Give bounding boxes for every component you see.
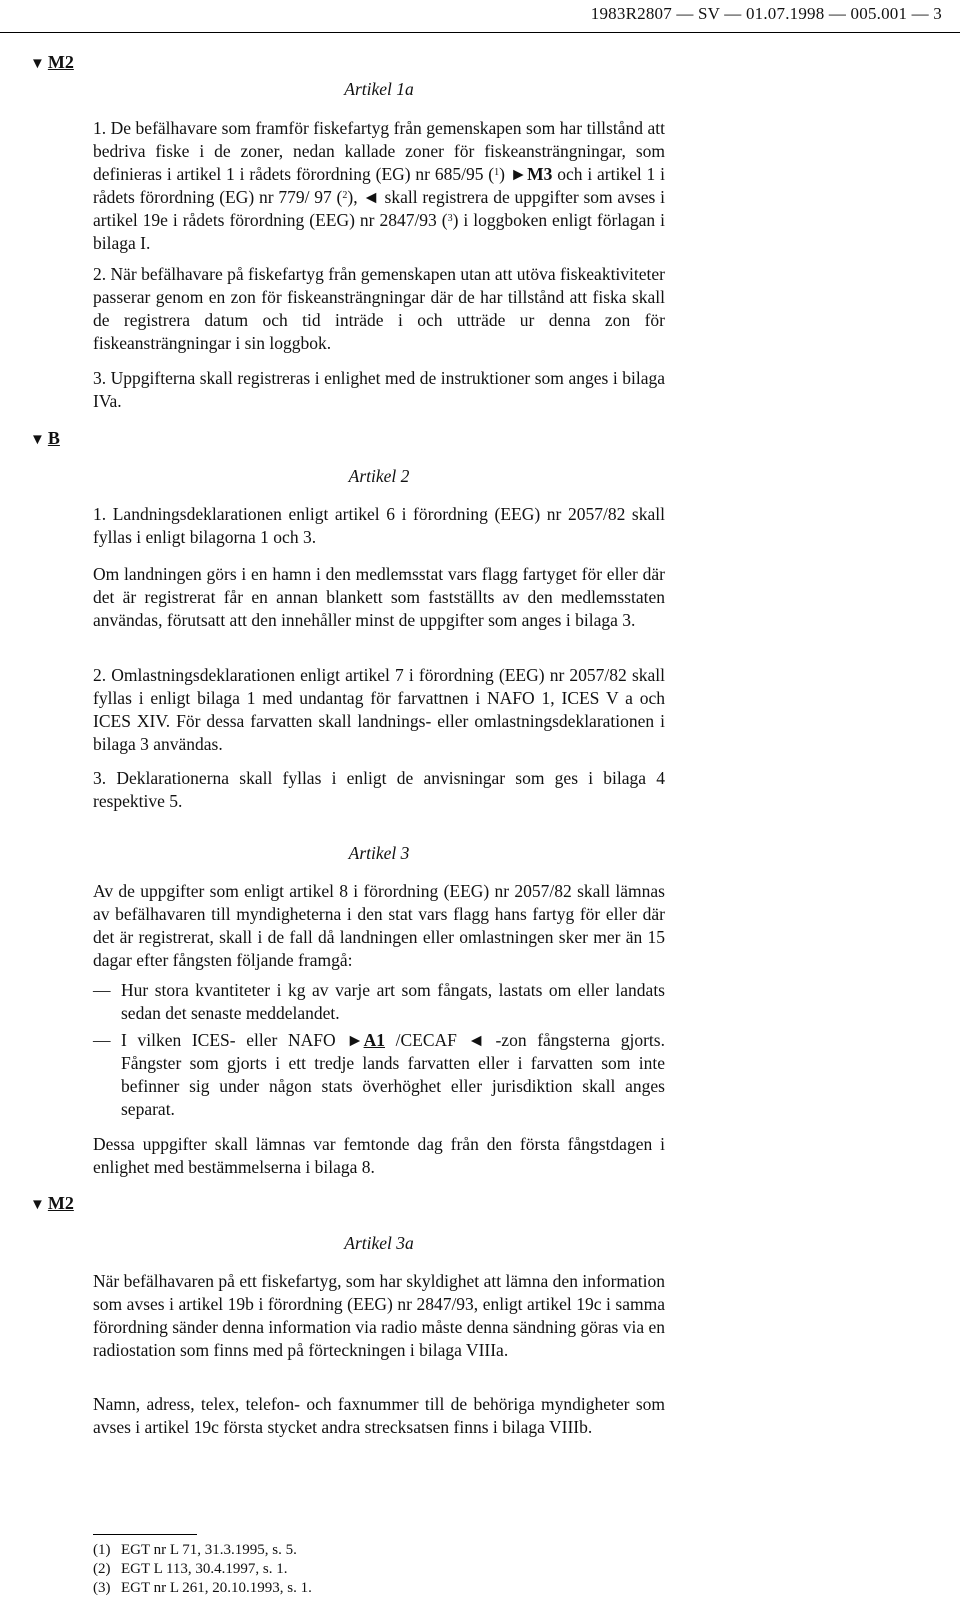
footnote-rule: [93, 1534, 197, 1535]
article-2-paragraph-3: 2. Omlastningsdeklarationen enligt artikel 7 i förordning (EEG) nr 2057/82 skall fyllas i enligt bilaga 1 med undantag för farvattnen i NAFO 1, ICES V a och ICES XIV. För dessa farvatten skall landnings- eller omlastningsdeklarationen i bilaga 3 användas.: [93, 665, 665, 754]
article-2: [93, 465, 665, 488]
footnote-text: EGT nr L 261, 20.10.1993, s. 1.: [121, 1580, 312, 1596]
triangle-down-icon: ▼: [30, 56, 45, 72]
article-2-paragraph-4: 3. Deklarationerna skall fyllas i enligt de anvisningar som ges i bilaga 4 respektive 5.: [93, 768, 665, 811]
marker-code: M2: [47, 1193, 74, 1213]
footnote-text: EGT nr L 71, 31.3.1995, s. 5.: [121, 1542, 297, 1558]
article-1a-paragraph-2: 2. När befälhavare på fiskefartyg från gemenskapen utan att utöva fiskeaktiviteter passerar genom en zon för fiskeansträngningar där de har tillstånd att fiska skall de registrera datum och tid inträde i och utträde ur denna zon för fiskeansträngningar i sin loggbok.: [93, 264, 665, 353]
amendment-start-arrow-icon: ►: [346, 1030, 364, 1050]
dash-bullet: —: [93, 1030, 111, 1050]
marker-code: M2: [47, 52, 74, 72]
header-rule: [0, 32, 960, 33]
amendment-end-arrow-icon: ◄: [467, 1030, 485, 1050]
article-2-paragraph-2: Om landningen görs i en hamn i den medlemsstat vars flagg fartyget för eller där det är registrerat får en annan blankett som fastställts av den medlemsstaten användas, förutsatt att den innehåller minst de uppgifter som anges i bilaga 3.: [93, 564, 665, 630]
article-heading: Artikel 3a: [344, 1233, 414, 1253]
article-1a-paragraph-3: 3. Uppgifterna skall registreras i enlighet med de instruktioner som anges i bilaga IVa.: [93, 368, 665, 411]
article-3a: [93, 1232, 665, 1255]
footnote-ref[interactable]: 2: [342, 190, 348, 201]
footnote-ref[interactable]: 1: [494, 167, 500, 178]
triangle-down-icon: ▼: [30, 1197, 45, 1213]
article-2-paragraph-1: 1. Landningsdeklarationen enligt artikel 6 i förordning (EEG) nr 2057/82 skall fyllas i enligt bilagorna 1 och 3.: [93, 504, 665, 547]
article-heading: Artikel 1a: [344, 79, 414, 99]
amendment-ref-a1[interactable]: A1: [363, 1030, 385, 1050]
amendment-start-arrow-icon: ►: [509, 164, 528, 184]
triangle-down-icon: ▼: [30, 432, 45, 448]
footnote-2: [93, 1560, 288, 1578]
footnote-3: [93, 1579, 312, 1597]
marker-m2-bottom[interactable]: [30, 1193, 74, 1214]
article-3: [93, 842, 665, 865]
dash-bullet: —: [93, 980, 111, 1000]
article-3a-paragraph-2: Namn, adress, telex, telefon- och faxnummer till de behöriga myndigheter som avses i artikel 19c första stycket andra strecksatsen finns i bilaga VIIIb.: [93, 1394, 665, 1437]
article-3-closing: Dessa uppgifter skall lämnas var femtonde dag från den första fångstdagen i enlighet med bestämmelserna i bilaga 8.: [93, 1134, 665, 1177]
footnote-number: (1): [93, 1542, 111, 1558]
document-header: 1983R2807 — SV — 01.07.1998 — 005.001 — 3: [590, 4, 942, 23]
article-3-intro: Av de uppgifter som enligt artikel 8 i förordning (EEG) nr 2057/82 skall lämnas av befälhavaren till myndigheterna i den stat vars flagg hans fartyg för eller där det är registrerat, skall i de fall då landningen eller omlastningen sker mer än 15 dagar efter fångsten följande framgå:: [93, 881, 665, 970]
article-1a: [93, 78, 665, 101]
footnote-ref[interactable]: 3: [447, 213, 453, 224]
article-heading: Artikel 2: [348, 466, 410, 486]
amendment-ref-m3[interactable]: M3: [527, 164, 553, 184]
article-3-list-item-1: — Hur stora kvantiteter i kg av varje art som fångats, lastats om eller landats sedan det senaste meddelandet.: [93, 980, 665, 1023]
article-3-list-item-2: — I vilken ICES- eller NAFO ►A1 /CECAF ◄ -zon fångsterna gjorts. Fångster som gjorts i ett tredje lands farvatten eller i farvatten som inte befinner sig under någon stats överhöghet eller jurisdiktion skall anges separat.: [93, 1030, 665, 1119]
footnote-number: (2): [93, 1561, 111, 1577]
footnote-1: [93, 1541, 297, 1559]
footnote-number: (3): [93, 1580, 111, 1596]
marker-code: B: [47, 428, 60, 448]
article-1a-paragraph-1: 1. De befälhavare som framför fiskefartyg från gemenskapen som har tillstånd att bedriva fiske i de zoner, nedan kallade zoner för fiskeansträngningar, som definieras i artikel 1 i rådets förordning (EG) nr 685/95 ($^1$) ►M3 och i artikel 1 i rådets förordning (EG) nr 779/ 97 ($^2$), ◄ skall registrera de uppgifter som avses i artikel 19e i rådets förordning (EEG) nr 2847/93 ($^3$) i loggboken enligt förlagan i bilaga I.: [93, 118, 666, 253]
article-heading: Artikel 3: [348, 843, 410, 863]
footnote-text: EGT L 113, 30.4.1997, s. 1.: [121, 1561, 288, 1577]
marker-b[interactable]: [30, 428, 60, 449]
marker-m2-top[interactable]: [30, 52, 74, 73]
amendment-end-arrow-icon: ◄: [362, 187, 380, 207]
article-3a-paragraph-1: När befälhavaren på ett fiskefartyg, som har skyldighet att lämna den information som avses i artikel 19b i förordning (EEG) nr 2847/93, enligt artikel 19c i samma förordning sänder denna information via radio måste denna sändning göras via en radiostation som finns med på förteckningen i bilaga VIIIa.: [93, 1271, 665, 1360]
